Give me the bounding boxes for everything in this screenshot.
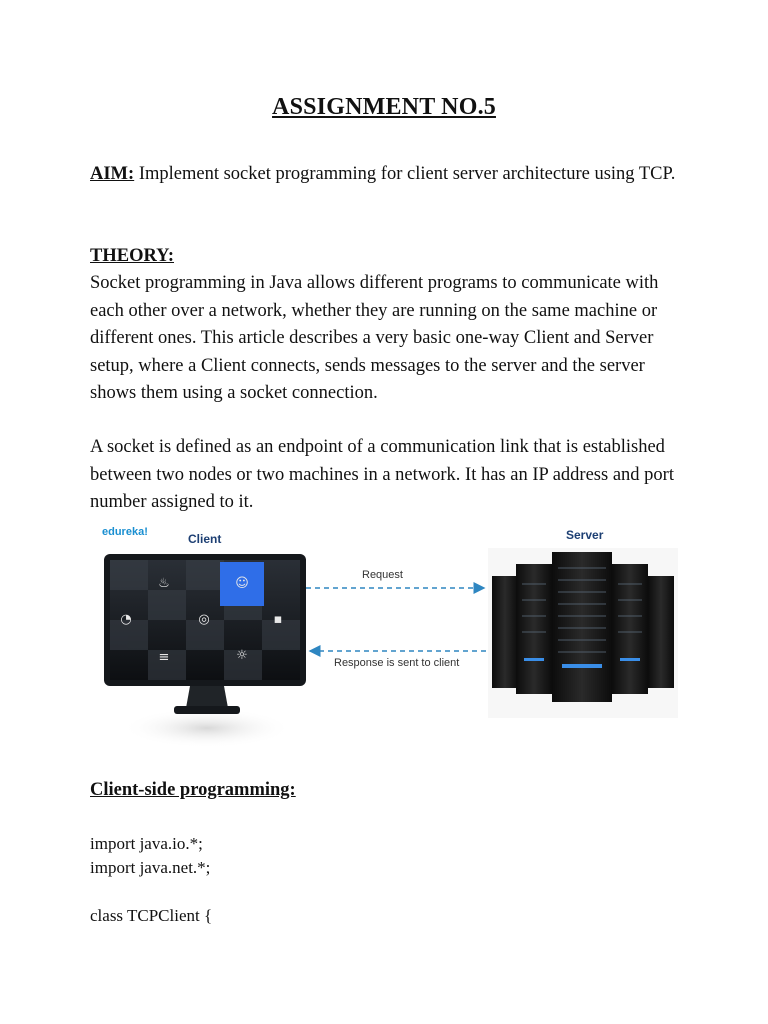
server-label: Server bbox=[566, 528, 604, 542]
theory-paragraph-1: Socket programming in Java allows different programs to communicate with each other over a network, whether they are running on the same machine or different ones. This article describes a very basic one-way Client and Server setup, where a Client connects, sends messages to the server and the server shows them using a socket connection. bbox=[90, 273, 659, 403]
client-side-heading: Client-side programming: bbox=[90, 780, 296, 800]
theory-heading: THEORY: bbox=[90, 246, 174, 266]
aim-paragraph bbox=[90, 161, 680, 189]
client-monitor bbox=[104, 554, 306, 748]
burger-icon: ≡ bbox=[158, 650, 170, 665]
lock-icon: ▪ bbox=[273, 612, 283, 627]
bath-icon: ♨ bbox=[158, 576, 170, 591]
assignment-title: ASSIGNMENT NO.5 bbox=[272, 94, 496, 120]
response-label: Response is sent to client bbox=[334, 657, 460, 669]
code-line: import java.io.*; bbox=[90, 834, 203, 853]
edureka-logo: edureka! bbox=[102, 526, 148, 538]
code-line: import java.net.*; bbox=[90, 858, 211, 877]
code-line: class TCPClient { bbox=[90, 906, 213, 925]
client-server-diagram bbox=[92, 518, 682, 768]
person-icon: ☺ bbox=[235, 576, 249, 591]
client-label: Client bbox=[188, 532, 222, 546]
weather-icon: ☼ bbox=[236, 648, 248, 663]
server-racks bbox=[488, 548, 678, 718]
target-icon: ◎ bbox=[198, 612, 210, 627]
aim-label: AIM: bbox=[90, 164, 135, 184]
aim-text: Implement socket programming for client server architecture using TCP. bbox=[134, 164, 676, 184]
theory-paragraph-2: A socket is defined as an endpoint of a communication link that is established between two nodes or two machines in a network. It has an IP address and port number assigned to it. bbox=[90, 437, 674, 512]
power-icon: ◔ bbox=[120, 612, 132, 627]
request-label: Request bbox=[362, 569, 403, 581]
diagram-graphics bbox=[92, 518, 682, 768]
